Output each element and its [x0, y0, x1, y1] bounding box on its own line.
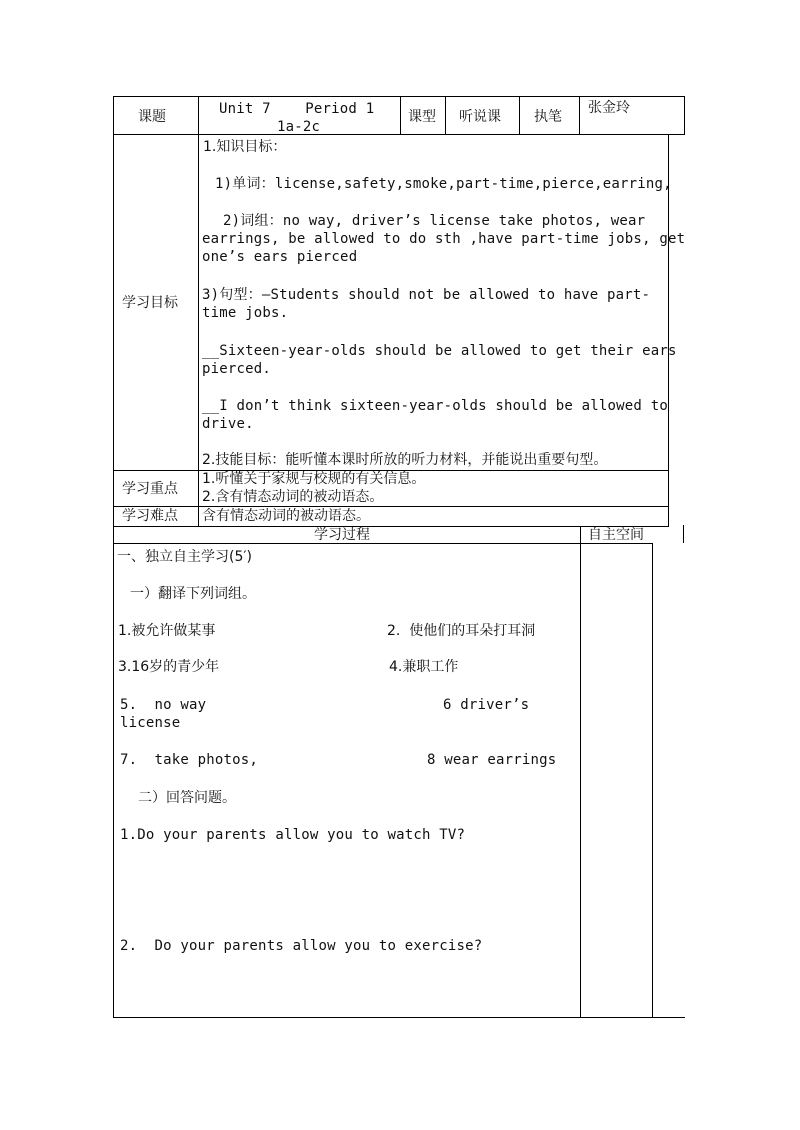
exercise-3: 3.16岁的青少年 — [118, 659, 220, 675]
subsection-translate: 一）翻译下列词组。 — [130, 586, 256, 602]
author-label: 执笔 — [534, 109, 562, 125]
type-label: 课型 — [408, 109, 436, 125]
author-value: 张金玲 — [588, 100, 630, 116]
focus-item-2: 2.含有情态动词的被动语态。 — [202, 489, 384, 505]
exercise-4: 4.兼职工作 — [389, 659, 459, 675]
goal-phrases-1: 2)词组：no way, driver’s license take photos, wear — [223, 213, 646, 229]
exercise-5: 5. no way — [120, 697, 207, 713]
goal-skills: 2.技能目标：能听懂本课时所放的听力材料，并能说出重要句型。 — [202, 452, 608, 468]
exercise-2: 2. 使他们的耳朵打耳洞 — [387, 623, 536, 639]
knowledge-title: 1.知识目标： — [203, 139, 287, 155]
goal-words: 1)单词：license,safety,smoke,part-time,pierce,earring, — [215, 176, 672, 192]
exercise-5-continued: license — [120, 715, 181, 731]
rule — [652, 543, 653, 1017]
difficulty-text: 含有情态动词的被动语态。 — [202, 508, 370, 524]
type-value: 听说课 — [459, 109, 501, 125]
rule — [113, 1017, 685, 1018]
rule — [113, 543, 653, 544]
goal-sentence-b2: pierced. — [202, 361, 272, 377]
goal-sentences-2: time jobs. — [202, 305, 289, 321]
rule — [580, 526, 581, 1017]
rule — [113, 526, 669, 527]
focus-label: 学习重点 — [122, 481, 178, 497]
rule — [113, 506, 669, 507]
focus-item-1: 1.听懂关于家规与校规的有关信息。 — [202, 471, 426, 487]
difficulty-label: 学习难点 — [122, 508, 178, 524]
rule — [683, 525, 684, 543]
rule — [445, 96, 446, 134]
goal-sentences-1: 3)句型：—Students should not be allowed to have part- — [202, 287, 651, 303]
process-label: 学习过程 — [314, 527, 370, 543]
rule — [400, 96, 401, 134]
goal-sentence-b1: __Sixteen-year-olds should be allowed to get their ears — [202, 343, 677, 359]
topic-label: 课题 — [138, 109, 166, 125]
topic-value-line1: Unit 7 Period 1 — [219, 101, 375, 117]
goal-phrases-2: earrings, be allowed to do sth ,have part-time jobs, get — [202, 231, 686, 247]
goal-phrases-3: one’s ears pierced — [202, 249, 358, 265]
exercise-8: 8 wear earrings — [427, 752, 557, 768]
exercise-6: 6 driver’s — [443, 697, 530, 713]
topic-value-line2: 1a-2c — [277, 119, 321, 135]
rule — [113, 96, 114, 1018]
question-1: 1.Do your parents allow you to watch TV? — [120, 827, 466, 843]
rule — [198, 96, 199, 526]
goals-label: 学习目标 — [122, 295, 178, 311]
exercise-7: 7. take photos, — [120, 752, 259, 768]
self-space-label: 自主空间 — [588, 527, 644, 543]
question-2: 2. Do your parents allow you to exercise? — [120, 938, 483, 954]
goal-sentence-c2: drive. — [202, 416, 254, 432]
section-independent-study: 一、独立自主学习(5′) — [117, 549, 253, 565]
rule — [519, 96, 520, 134]
rule — [579, 96, 580, 134]
subsection-answer: 二）回答问题。 — [138, 790, 236, 806]
goal-sentence-c1: __I don’t think sixteen-year-olds should be allowed to — [202, 398, 668, 414]
exercise-1: 1.被允许做某事 — [118, 623, 216, 639]
rule — [684, 96, 685, 134]
